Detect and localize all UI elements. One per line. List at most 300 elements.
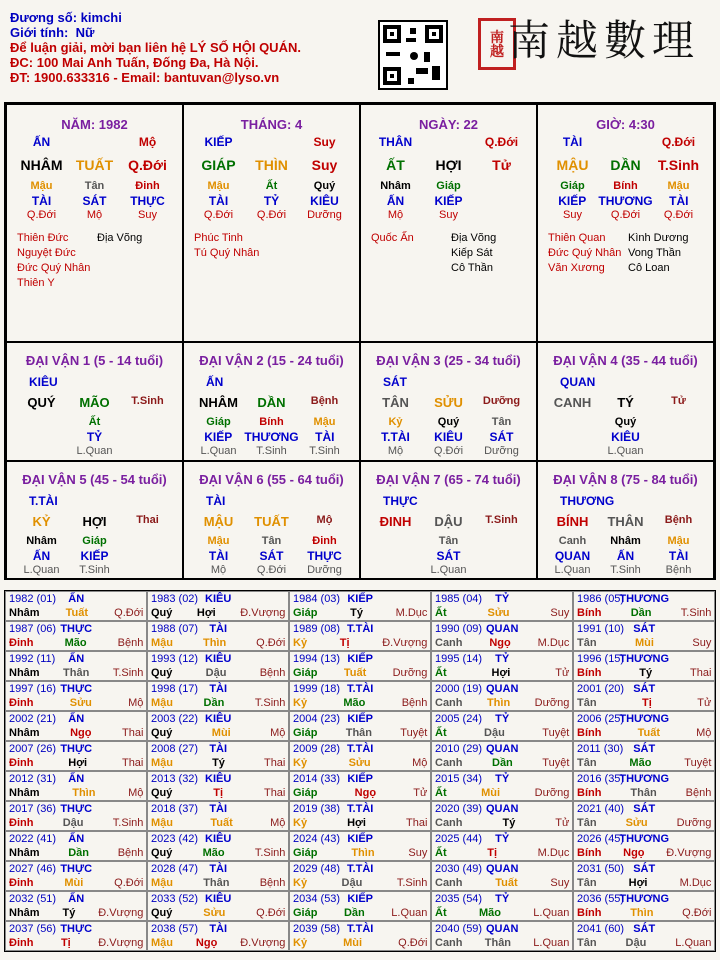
year-phase: Dưỡng	[676, 817, 712, 829]
year-branch: Mùi	[211, 727, 231, 739]
year-phase: T.Sinh	[254, 697, 286, 709]
year-cell	[573, 891, 715, 921]
year-cell	[431, 591, 573, 621]
year-line-2	[435, 637, 569, 651]
dai-van-sub-row	[361, 549, 536, 563]
year-line-2	[435, 757, 569, 771]
year-line-1	[435, 773, 569, 787]
year-label: 1991 (10)	[577, 623, 625, 635]
year-branch: Tị	[339, 637, 350, 649]
dai-van-sub-row	[361, 416, 536, 428]
year-phase: Tuyệt	[684, 757, 712, 769]
year-cell	[431, 711, 573, 741]
year-stem: Ất	[435, 727, 447, 739]
pillar-row	[7, 194, 182, 208]
year-phase: Mộ	[128, 697, 144, 709]
hidden-phase: T.Sinh	[610, 564, 641, 576]
year-cell	[289, 891, 431, 921]
year-branch: Mão	[343, 697, 366, 709]
year-line-1	[577, 923, 711, 937]
year-line-2	[151, 787, 285, 801]
year-branch: Tý	[639, 667, 653, 679]
year-phase: Đ.Vượng	[382, 637, 428, 649]
year-branch: Mùi	[64, 877, 84, 889]
year-cell	[431, 801, 573, 831]
year-cell	[5, 651, 147, 681]
hidden-god: ẤN	[32, 549, 51, 563]
year-line-1	[9, 713, 143, 727]
dai-van-stem: KỶ	[32, 514, 51, 529]
year-god: KIẾP	[347, 833, 374, 845]
year-god: THỰC	[60, 923, 93, 935]
year-line-2	[577, 757, 711, 771]
year-label: 2015 (34)	[435, 773, 483, 785]
year-stem: Bính	[577, 727, 602, 739]
year-line-1	[151, 743, 285, 757]
star-name: Kình Dương	[628, 232, 689, 244]
year-stem: Nhâm	[9, 787, 40, 799]
year-branch: Thân	[203, 877, 230, 889]
year-god: T.TÀI	[347, 683, 374, 695]
year-stem: Kỷ	[293, 877, 308, 889]
year-line-1	[435, 653, 569, 667]
year-line-2	[9, 607, 143, 621]
hidden-stem: Tân	[261, 535, 282, 547]
year-phase: M.Dục	[537, 847, 570, 859]
pillar-row	[538, 209, 713, 221]
year-god: THƯƠNG	[619, 833, 670, 845]
pillar-value: Q.Đới	[203, 209, 234, 221]
dai-van-cell	[360, 342, 537, 461]
year-branch: Tuất	[495, 877, 518, 889]
year-line-1	[293, 833, 427, 847]
pillar-value: T.Sinh	[657, 157, 700, 173]
year-line-1	[577, 803, 711, 817]
year-label: 2031 (50)	[577, 863, 625, 875]
stars-right	[97, 231, 142, 246]
dai-van-sub-row	[538, 535, 713, 547]
stars-left	[17, 231, 90, 291]
year-branch: Tuất	[637, 727, 660, 739]
hidden-stem: Nhâm	[610, 535, 641, 547]
year-stem: Ất	[435, 607, 447, 619]
year-cell	[289, 711, 431, 741]
dai-van-row	[7, 395, 182, 410]
year-cell	[147, 681, 289, 711]
star-name: Địa Võng	[97, 232, 143, 244]
year-cell	[147, 891, 289, 921]
pillar-value: THỰC	[130, 194, 165, 208]
year-line-1	[151, 713, 285, 727]
spacer	[546, 430, 599, 444]
year-branch: Mão	[478, 907, 501, 919]
pillar-value: Q.Đới	[610, 209, 641, 221]
year-label: 2014 (33)	[293, 773, 341, 785]
dai-van-sub-row	[361, 445, 536, 457]
pillar-value: ẤT	[386, 157, 405, 173]
year-cell	[431, 861, 573, 891]
year-god: THƯƠNG	[619, 653, 670, 665]
year-line-2	[151, 727, 285, 741]
year-phase: Q.Đới	[256, 907, 286, 919]
year-stem: Bính	[577, 607, 602, 619]
year-phase: Tử	[697, 697, 712, 709]
year-cell	[147, 591, 289, 621]
year-stem: Canh	[435, 637, 463, 649]
year-phase: Tử	[413, 787, 428, 799]
year-branch: Thân	[630, 787, 657, 799]
year-stem: Quý	[151, 907, 173, 919]
year-line-2	[151, 637, 285, 651]
year-cell	[431, 651, 573, 681]
star-name: Thiên Quan	[548, 232, 606, 244]
dai-van-title: ĐẠI VẬN 4 (35 - 44 tuổi)	[553, 353, 698, 368]
year-cell	[573, 831, 715, 861]
year-line-2	[435, 907, 569, 921]
year-branch: Ngọ	[489, 637, 511, 649]
year-phase: Suy	[408, 847, 428, 859]
pillar-title: THÁNG: 4	[240, 117, 303, 132]
hidden-stem: Nhâm	[26, 535, 57, 547]
year-god: QUAN	[486, 623, 519, 635]
pillar-value: Suy	[311, 157, 338, 173]
year-god: T.TÀI	[347, 803, 374, 815]
year-cell	[431, 681, 573, 711]
year-phase: T.Sinh	[680, 607, 712, 619]
year-label: 1984 (03)	[293, 593, 341, 605]
year-god: KIẾP	[347, 713, 374, 725]
hidden-god: THƯƠNG	[244, 430, 299, 444]
year-god: TỶ	[495, 593, 510, 605]
dai-van-row	[538, 514, 713, 529]
spacer	[475, 549, 528, 563]
pillar-value: TÀI	[669, 194, 689, 208]
year-cell	[5, 831, 147, 861]
year-line-1	[577, 773, 711, 787]
year-line-2	[577, 667, 711, 681]
year-line-2	[151, 937, 285, 951]
year-line-2	[9, 847, 143, 861]
star-name: Phúc Tinh	[194, 232, 243, 244]
hidden-phase: Bệnh	[665, 564, 692, 576]
year-label: 2038 (57)	[151, 923, 199, 935]
pillar-value: Nhâm	[380, 180, 411, 192]
year-line-1	[435, 923, 569, 937]
year-label: 1997 (16)	[9, 683, 57, 695]
year-branch: Tý	[350, 607, 363, 619]
year-line-2	[9, 667, 143, 681]
year-god: QUAN	[486, 683, 519, 695]
hidden-phase: L.Quan	[430, 564, 467, 576]
dai-van-title: ĐẠI VẬN 6 (55 - 64 tuổi)	[199, 472, 344, 487]
year-branch: Ngọ	[70, 727, 92, 739]
hidden-god: TÀI	[208, 549, 229, 563]
year-god: THỰC	[60, 803, 93, 815]
year-stem: Mậu	[151, 877, 173, 889]
spacer	[15, 430, 68, 444]
dai-van-title: ĐẠI VẬN 2 (15 - 24 tuổi)	[199, 353, 344, 368]
year-phase: Thai	[263, 787, 286, 799]
year-stem: Giáp	[293, 847, 318, 859]
dai-van-branch: TÝ	[617, 395, 634, 410]
year-line-1	[577, 683, 711, 697]
pillar-value	[68, 135, 121, 149]
year-branch: Tị	[213, 787, 224, 799]
year-god: ẤN	[68, 653, 85, 665]
year-line-2	[293, 757, 427, 771]
year-branch: Thìn	[72, 787, 96, 799]
year-branch: Sửu	[487, 607, 510, 619]
year-god: KIÊU	[205, 833, 232, 845]
year-line-2	[577, 877, 711, 891]
pillar-value: Ất	[265, 180, 278, 192]
year-cell	[289, 591, 431, 621]
dai-van-cell	[6, 342, 183, 461]
year-stem: Quý	[151, 847, 173, 859]
spacer	[369, 564, 422, 576]
year-branch: Dậu	[62, 817, 84, 829]
dai-van-title: ĐẠI VẬN 8 (75 - 84 tuổi)	[553, 472, 698, 487]
spacer	[652, 430, 705, 444]
dai-van-god: KIÊU	[29, 375, 58, 389]
year-line-2	[435, 697, 569, 711]
year-cell	[431, 891, 573, 921]
year-line-1	[9, 893, 143, 907]
hidden-god: TÀI	[315, 430, 335, 444]
year-line-2	[151, 877, 285, 891]
year-line-1	[293, 683, 427, 697]
year-cell	[573, 801, 715, 831]
hidden-god: KIẾP	[204, 430, 233, 444]
contact-phone-email: ĐT: 1900.633316 - Email: bantuvan@lyso.vn	[10, 70, 280, 85]
year-god: KIẾP	[347, 593, 374, 605]
year-stem: Kỷ	[293, 937, 308, 949]
year-stem: Đinh	[9, 937, 34, 949]
pillar-value: GIÁP	[201, 157, 236, 173]
year-line-2	[577, 907, 711, 921]
year-label: 2022 (41)	[9, 833, 57, 845]
dai-van-cell	[537, 342, 714, 461]
year-line-2	[9, 697, 143, 711]
dai-van-sub-row	[361, 564, 536, 576]
pillar-value: Suy	[563, 209, 582, 221]
year-cell	[573, 771, 715, 801]
dai-van-title: ĐẠI VẬN 7 (65 - 74 tuổi)	[376, 472, 521, 487]
year-god: THỰC	[60, 743, 93, 755]
pillar-value: Suy	[138, 209, 157, 221]
year-label: 2019 (38)	[293, 803, 341, 815]
dai-van-branch: MÃO	[79, 395, 110, 410]
year-stem: Kỷ	[293, 757, 308, 769]
pillar-value	[599, 135, 652, 149]
year-line-2	[577, 637, 711, 651]
dai-van-stem: TÂN	[382, 395, 409, 410]
dai-van-cell	[360, 461, 537, 580]
year-label: 2008 (27)	[151, 743, 199, 755]
hidden-stem: Quý	[437, 416, 460, 428]
year-line-2	[293, 817, 427, 831]
pillar-row	[361, 209, 536, 221]
year-phase: Q.Đới	[114, 607, 144, 619]
year-stem: Bính	[577, 667, 602, 679]
year-god: TỶ	[495, 713, 510, 725]
year-line-2	[293, 667, 427, 681]
year-cell	[289, 681, 431, 711]
year-line-1	[435, 743, 569, 757]
dai-van-stem: CANH	[553, 395, 592, 410]
year-god: ẤN	[68, 833, 85, 845]
year-label: 2001 (20)	[577, 683, 625, 695]
year-god: TỶ	[495, 893, 510, 905]
year-cell	[431, 831, 573, 861]
star-name: Nguyệt Đức	[17, 247, 76, 259]
dai-van-sub-row	[538, 445, 713, 457]
pillar-value	[422, 135, 475, 149]
year-line-2	[577, 727, 711, 741]
year-cell	[5, 741, 147, 771]
year-label: 2009 (28)	[293, 743, 341, 755]
hidden-stem: Đinh	[312, 535, 337, 547]
year-label: 2007 (26)	[9, 743, 57, 755]
dai-van-row	[184, 395, 359, 410]
year-label: 2006 (25)	[577, 713, 625, 725]
year-branch: Sửu	[69, 697, 92, 709]
year-branch: Thân	[484, 937, 512, 949]
year-phase: M.Dục	[395, 607, 428, 619]
stars-left	[548, 231, 621, 276]
year-branch: Thìn	[630, 907, 654, 919]
dai-van-sub-row	[7, 445, 182, 457]
year-phase: L.Quan	[533, 937, 570, 949]
spacer	[15, 416, 68, 428]
hidden-stem: Canh	[558, 535, 587, 547]
brand-logo: 南越數理	[508, 16, 701, 65]
year-label: 2016 (35)	[577, 773, 625, 785]
year-phase: Thai	[263, 757, 286, 769]
year-branch: Mùi	[343, 937, 363, 949]
year-cell	[431, 741, 573, 771]
dai-van-sub-row	[184, 549, 359, 563]
pillar-row	[361, 135, 536, 149]
year-phase: Suy	[550, 877, 570, 889]
pillar-value: Giáp	[560, 180, 585, 192]
year-line-2	[151, 667, 285, 681]
year-line-2	[577, 847, 711, 861]
year-label: 1983 (02)	[151, 593, 199, 605]
year-label: 2013 (32)	[151, 773, 199, 785]
star-name: Địa Võng	[451, 232, 497, 244]
year-branch: Ngọ	[354, 787, 377, 799]
spacer	[652, 416, 705, 428]
pillar-value	[475, 209, 528, 221]
year-stem: Quý	[151, 667, 173, 679]
year-phase: Mộ	[412, 757, 428, 769]
year-god: KIÊU	[205, 893, 232, 905]
year-label: 1994 (13)	[293, 653, 341, 665]
year-cell	[289, 741, 431, 771]
year-label: 1989 (08)	[293, 623, 341, 635]
pillar-value: KIẾP	[558, 194, 587, 208]
dai-van-title: ĐẠI VẬN 1 (5 - 14 tuổi)	[25, 353, 164, 368]
stars-left	[194, 231, 259, 261]
year-branch: Dậu	[341, 877, 363, 889]
year-branch: Hợi	[628, 877, 648, 889]
hidden-stem: Giáp	[206, 416, 231, 428]
year-cell	[5, 861, 147, 891]
year-god: QUAN	[486, 923, 519, 935]
year-line-2	[293, 907, 427, 921]
year-label: 1993 (12)	[151, 653, 199, 665]
year-line-1	[293, 803, 427, 817]
year-god: SÁT	[633, 923, 656, 935]
year-label: 1987 (06)	[9, 623, 57, 635]
year-label: 2021 (40)	[577, 803, 625, 815]
pillar-value: Q.Đới	[663, 209, 694, 221]
pillar-value: Mộ	[387, 209, 404, 221]
spacer	[121, 445, 174, 457]
pillar-title: NĂM: 1982	[61, 117, 128, 132]
year-cell	[147, 771, 289, 801]
dai-van-branch: HỢI	[82, 514, 107, 529]
year-cell	[5, 681, 147, 711]
year-god: THƯƠNG	[619, 773, 670, 785]
year-phase: Thai	[689, 667, 712, 679]
year-stem: Giáp	[293, 607, 318, 619]
year-god: SÁT	[633, 683, 656, 695]
dai-van-sub-row	[361, 535, 536, 547]
year-phase: Suy	[692, 637, 712, 649]
year-line-1	[577, 653, 711, 667]
year-stem: Bính	[577, 787, 602, 799]
pillar-row	[7, 209, 182, 221]
year-phase: T.Sinh	[112, 817, 144, 829]
year-god: THƯƠNG	[619, 593, 670, 605]
year-line-1	[293, 653, 427, 667]
year-branch: Thân	[63, 667, 90, 679]
year-line-2	[9, 787, 143, 801]
pillar-value: Dưỡng	[307, 209, 342, 221]
year-phase: L.Quan	[533, 907, 570, 919]
dai-van-sub-row	[361, 430, 536, 444]
year-line-1	[9, 773, 143, 787]
year-cell	[289, 831, 431, 861]
stars-right	[628, 231, 688, 276]
spacer	[369, 549, 422, 563]
year-line-1	[9, 863, 143, 877]
year-cell	[5, 711, 147, 741]
hidden-stem: Giáp	[82, 535, 107, 547]
hidden-stem: Tân	[438, 535, 459, 547]
year-label: 1988 (07)	[151, 623, 199, 635]
pillar-row	[361, 180, 536, 192]
dai-van-god: SÁT	[383, 375, 407, 389]
year-god: SÁT	[633, 863, 656, 875]
year-label: 2012 (31)	[9, 773, 57, 785]
year-stem: Ất	[435, 907, 447, 919]
year-phase: Tử	[555, 667, 570, 679]
year-line-1	[577, 863, 711, 877]
year-god: T.TÀI	[347, 863, 374, 875]
year-line-2	[9, 637, 143, 651]
pillar-value: DẦN	[610, 157, 641, 173]
year-branch: Thìn	[202, 637, 227, 649]
pillar-cell	[537, 104, 714, 342]
year-god: THƯƠNG	[619, 893, 670, 905]
year-cell	[573, 591, 715, 621]
pillar-value: Q.Đới	[484, 135, 519, 149]
year-branch: Hợi	[347, 817, 366, 829]
year-label: 2028 (47)	[151, 863, 199, 875]
